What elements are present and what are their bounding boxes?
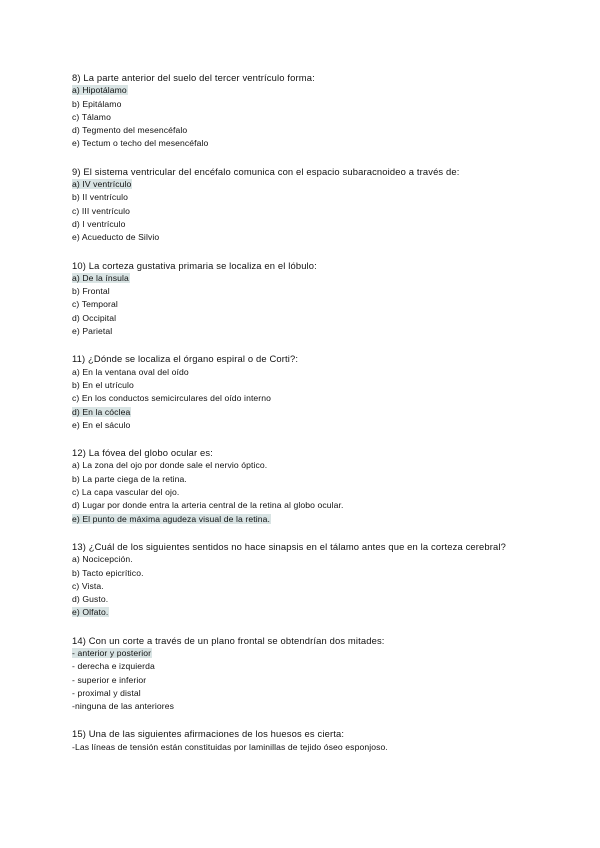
answer-option xyxy=(72,231,532,244)
option-text: a) La zona del ojo por donde sale el nervio óptico. xyxy=(72,460,268,471)
answer-option xyxy=(72,513,532,526)
option-text: e) Parietal xyxy=(72,326,113,337)
answer-option xyxy=(72,285,532,298)
option-text: a) En la ventana oval del oído xyxy=(72,366,189,377)
question-13 xyxy=(72,540,532,620)
answer-option xyxy=(72,392,532,405)
option-text: b) Epitálamo xyxy=(72,98,122,109)
option-text: - proximal y distal xyxy=(72,687,141,698)
answer-option xyxy=(72,606,532,619)
option-text: a) De la ínsula xyxy=(72,272,129,283)
answer-option xyxy=(72,98,532,111)
answer-option xyxy=(72,660,532,673)
question-10 xyxy=(72,259,532,339)
answer-option xyxy=(72,218,532,231)
option-text: e) Tectum o techo del mesencéfalo xyxy=(72,138,209,149)
answer-option xyxy=(72,459,532,472)
option-text: d) I ventrículo xyxy=(72,218,126,229)
answer-option xyxy=(72,379,532,392)
answer-option xyxy=(72,687,532,700)
question-15 xyxy=(72,727,532,754)
option-text: -Las líneas de tensión están constituidas por laminillas de tejido óseo esponjoso. xyxy=(72,741,388,752)
option-text: c) En los conductos semicirculares del oído interno xyxy=(72,393,272,404)
answer-option xyxy=(72,700,532,713)
option-text: b) La parte ciega de la retina. xyxy=(72,473,187,484)
option-text: c) III ventrículo xyxy=(72,205,131,216)
option-text: d) Occipital xyxy=(72,312,117,323)
option-text: d) Gusto. xyxy=(72,594,109,605)
answer-option xyxy=(72,191,532,204)
option-text: - anterior y posterior xyxy=(72,647,152,658)
option-text: a) Nocicepción. xyxy=(72,554,133,565)
answer-option xyxy=(72,473,532,486)
option-text: d) Tegmento del mesencéfalo xyxy=(72,125,188,136)
answer-option xyxy=(72,499,532,512)
answer-option xyxy=(72,553,532,566)
option-text: c) Vista. xyxy=(72,580,104,591)
option-text: d) Lugar por donde entra la arteria central de la retina al globo ocular. xyxy=(72,500,344,511)
answer-option xyxy=(72,178,532,191)
answer-option xyxy=(72,366,532,379)
option-text: d) En la cóclea xyxy=(72,406,131,417)
answer-option xyxy=(72,272,532,285)
option-text: - derecha e izquierda xyxy=(72,661,155,672)
answer-option xyxy=(72,406,532,419)
question-title: 9) El sistema ventricular del encéfalo comunica con el espacio subaracnoideo a través de: xyxy=(72,165,460,177)
option-text: e) En el sáculo xyxy=(72,419,131,430)
question-title: 15) Una de las siguientes afirmaciones de los huesos es cierta: xyxy=(72,728,345,740)
option-text: c) Tálamo xyxy=(72,111,111,122)
answer-option xyxy=(72,647,532,660)
answer-option xyxy=(72,312,532,325)
answer-option xyxy=(72,111,532,124)
option-text: b) Frontal xyxy=(72,286,110,297)
question-title: 11) ¿Dónde se localiza el órgano espiral o de Corti?: xyxy=(72,353,299,365)
question-9 xyxy=(72,165,532,245)
option-text: a) Hipotálamo xyxy=(72,85,127,96)
question-12 xyxy=(72,446,532,526)
document-page xyxy=(72,71,532,768)
option-text: -ninguna de las anteriores xyxy=(72,701,174,712)
answer-option xyxy=(72,124,532,137)
answer-option xyxy=(72,741,532,754)
question-title: 14) Con un corte a través de un plano frontal se obtendrían dos mitades: xyxy=(72,634,385,646)
answer-option xyxy=(72,84,532,97)
answer-option xyxy=(72,137,532,150)
question-14 xyxy=(72,634,532,714)
question-title: 12) La fóvea del globo ocular es: xyxy=(72,447,213,459)
question-title: 8) La parte anterior del suelo del tercer ventrículo forma: xyxy=(72,72,315,83)
answer-option xyxy=(72,567,532,580)
answer-option xyxy=(72,593,532,606)
question-11 xyxy=(72,352,532,432)
option-text: e) El punto de máxima agudeza visual de la retina. xyxy=(72,513,270,524)
option-text: b) Tacto epicrítico. xyxy=(72,567,144,578)
option-text: b) II ventrículo xyxy=(72,192,129,203)
option-text: b) En el utrículo xyxy=(72,379,134,390)
option-text: - superior e inferior xyxy=(72,674,147,685)
option-text: a) IV ventrículo xyxy=(72,179,132,190)
answer-option xyxy=(72,298,532,311)
question-title: 13) ¿Cuál de los siguientes sentidos no hace sinapsis en el tálamo antes que en la corteza cerebral? xyxy=(72,540,506,552)
answer-option xyxy=(72,325,532,338)
answer-option xyxy=(72,674,532,687)
option-text: c) La capa vascular del ojo. xyxy=(72,487,180,498)
option-text: c) Temporal xyxy=(72,299,118,310)
option-text: e) Acueducto de Silvio xyxy=(72,232,160,243)
question-8 xyxy=(72,71,532,151)
answer-option xyxy=(72,486,532,499)
answer-option xyxy=(72,419,532,432)
answer-option xyxy=(72,580,532,593)
answer-option xyxy=(72,205,532,218)
option-text: e) Olfato. xyxy=(72,607,109,618)
question-title: 10) La corteza gustativa primaria se localiza en el lóbulo: xyxy=(72,259,317,271)
